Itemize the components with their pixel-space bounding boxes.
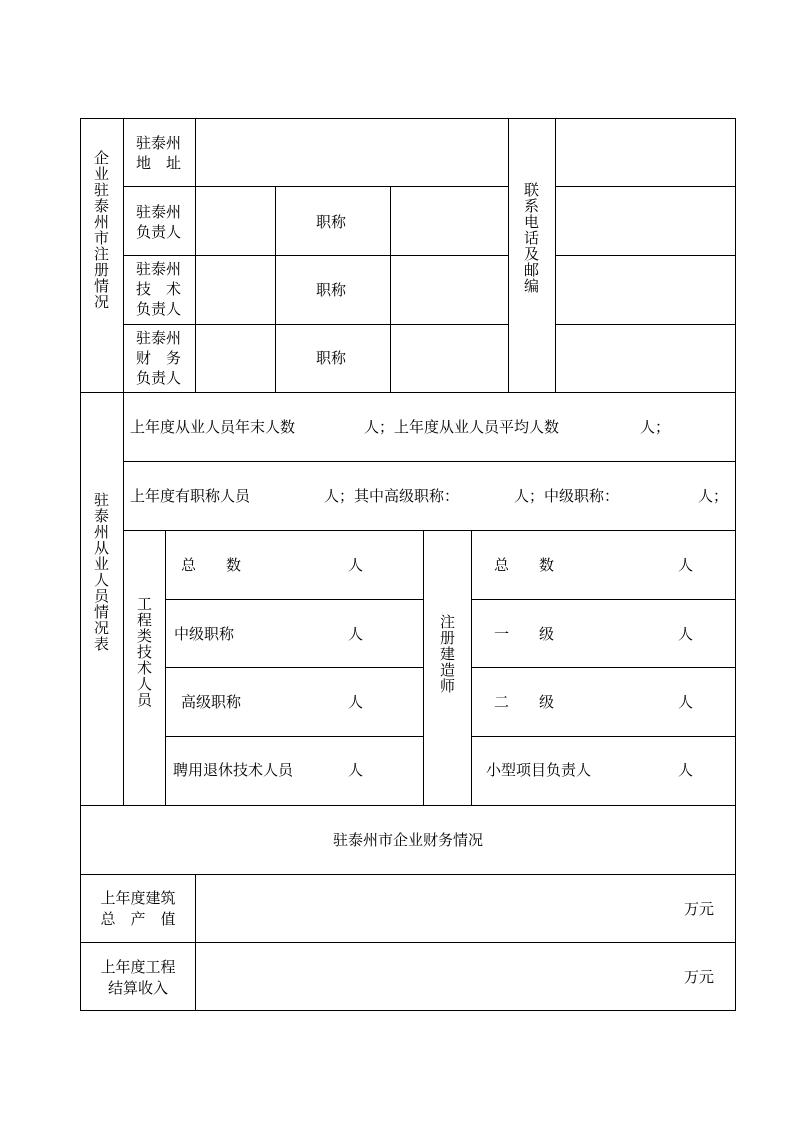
eng-row-mid-unit: 人 — [348, 625, 364, 643]
tech-head-label-line1: 驻泰州 — [136, 260, 182, 278]
builder-row-total: 总 数 — [494, 556, 555, 574]
engineering-staff-label: 工程类技术人员 — [135, 596, 153, 708]
eng-row-retired: 聘用退休技术人员 — [173, 761, 294, 779]
head-label-line1: 驻泰州 — [136, 203, 182, 221]
eng-row-retired-unit: 人 — [348, 761, 364, 779]
staff-side-label: 驻泰州从业人员情况表 — [92, 492, 110, 652]
builder-row-small-unit: 人 — [678, 761, 694, 779]
rule — [471, 736, 736, 737]
staff-row2-d: 人； — [698, 487, 729, 505]
rule — [165, 530, 166, 805]
finance-head-label-line3: 负责人 — [136, 369, 182, 387]
rule — [123, 324, 508, 325]
rule — [555, 118, 556, 392]
builder-row-total-unit: 人 — [678, 556, 694, 574]
staff-row2-a: 上年度有职称人员 — [130, 487, 251, 505]
builder-row-first: 一 级 — [494, 625, 555, 643]
rule — [471, 667, 736, 668]
border-left — [80, 118, 81, 1011]
rule — [80, 805, 736, 806]
staff-row1-c: 人； — [640, 418, 671, 436]
registration-side-label: 企业驻泰州市注册情况 — [92, 150, 110, 310]
rule — [80, 942, 736, 943]
rule — [195, 874, 196, 1011]
finance-section-title: 驻泰州市企业财务情况 — [332, 831, 483, 849]
rule — [471, 530, 472, 805]
head-title-label: 职称 — [316, 213, 347, 231]
rule — [123, 461, 736, 462]
output-label-line1: 上年度建筑 — [100, 889, 176, 907]
rule — [275, 186, 276, 392]
rule — [555, 324, 736, 325]
border-bottom — [80, 1010, 736, 1011]
builder-row-second: 二 级 — [494, 693, 555, 711]
staff-row1-b: 人；上年度从业人员平均人数 — [364, 418, 560, 436]
address-label-line1: 驻泰州 — [136, 134, 182, 152]
builder-row-second-unit: 人 — [678, 693, 694, 711]
finance-head-label-line2: 财 务 — [136, 349, 182, 367]
income-label-line1: 上年度工程 — [100, 958, 176, 976]
builder-row-small: 小型项目负责人 — [486, 761, 592, 779]
rule — [555, 186, 736, 187]
staff-row2-c: 人；中级职称： — [514, 487, 620, 505]
rule — [123, 118, 124, 805]
rule — [390, 186, 391, 392]
staff-row1-a: 上年度从业人员年末人数 — [130, 418, 296, 436]
eng-row-senior-unit: 人 — [348, 693, 364, 711]
tech-head-label-line2: 技 术 — [136, 280, 182, 298]
eng-row-mid: 中级职称 — [174, 625, 235, 643]
registered-builder-label: 注册建造师 — [438, 614, 456, 694]
head-label-line2: 负责人 — [136, 223, 182, 241]
rule — [471, 599, 736, 600]
eng-row-senior: 高级职称 — [181, 693, 242, 711]
tech-head-label-line3: 负责人 — [136, 300, 182, 318]
address-label-line2: 地 址 — [136, 154, 182, 172]
finance-head-label-line1: 驻泰州 — [136, 329, 182, 347]
rule — [123, 255, 508, 256]
rule — [165, 599, 423, 600]
rule — [195, 118, 196, 392]
rule — [508, 118, 509, 392]
income-unit: 万元 — [684, 968, 715, 986]
builder-row-first-unit: 人 — [678, 625, 694, 643]
rule — [80, 874, 736, 875]
rule — [123, 530, 736, 531]
rule — [555, 255, 736, 256]
border-top — [80, 118, 736, 119]
rule — [123, 186, 508, 187]
rule — [165, 736, 423, 737]
rule — [423, 530, 424, 805]
border-right — [735, 118, 736, 1011]
output-label-line2: 总 产 值 — [100, 910, 176, 928]
output-unit: 万元 — [684, 900, 715, 918]
rule — [80, 392, 736, 393]
income-label-line2: 结算收入 — [107, 979, 168, 997]
eng-row-total: 总 数 — [181, 556, 242, 574]
finance-title-label: 职称 — [316, 349, 347, 367]
staff-row2-b: 人；其中高级职称： — [324, 487, 460, 505]
contact-label: 联系电话及邮编 — [522, 182, 540, 294]
tech-title-label: 职称 — [316, 281, 347, 299]
rule — [165, 667, 423, 668]
eng-row-total-unit: 人 — [348, 556, 364, 574]
